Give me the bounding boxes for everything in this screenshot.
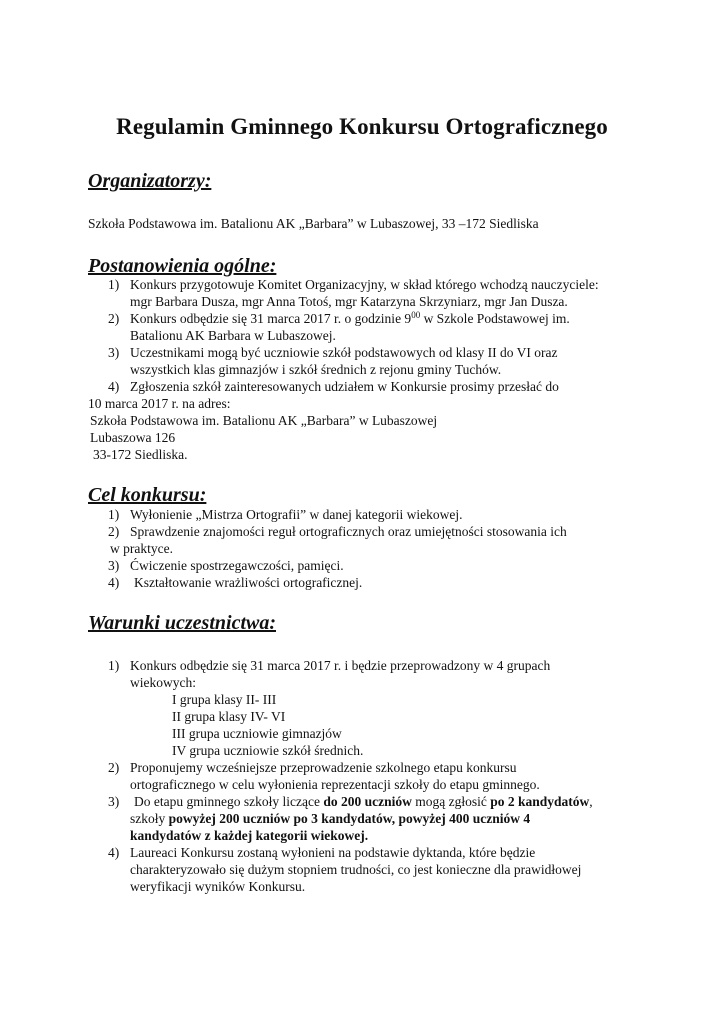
list-item-text: kandydatów z każdej kategorii wiekowej. xyxy=(130,828,369,843)
heading-organizatorzy: Organizatorzy: xyxy=(88,170,212,192)
list-number: 4) xyxy=(108,845,120,860)
list-item-text: Batalionu AK Barbara w Lubaszowej. xyxy=(130,328,336,343)
document-title: Regulamin Gminnego Konkursu Ortograficznego xyxy=(116,114,608,139)
list-item-text: Konkurs odbędzie się 31 marca 2017 r. o godzinie $9^{00}$ w Szkole Podstawowej im. xyxy=(130,310,570,326)
list-number: 2) xyxy=(108,311,120,326)
list-item-text: wszystkich klas gimnazjów i szkół średnich z rejonu gminy Tuchów. xyxy=(130,362,502,377)
list-number: 3) xyxy=(108,345,120,360)
list-item-text: ortograficznego w celu wyłonienia reprezentacji szkoły do etapu gminnego. xyxy=(130,777,540,792)
address-line: Szkoła Podstawowa im. Batalionu AK „Barbara” w Lubaszowej xyxy=(90,413,438,428)
list-number: 4) xyxy=(108,575,120,590)
list-item-text: Ćwiczenie spostrzegawczości, pamięci. xyxy=(130,558,344,573)
list-item-text: Zgłoszenia szkół zainteresowanych udziałem w Konkursie prosimy przesłać do xyxy=(130,379,559,394)
list-item-text: Proponujemy wcześniejsze przeprowadzenie szkolnego etapu konkursu xyxy=(130,760,517,775)
list-number: 3) xyxy=(108,794,120,809)
organizer-address: Szkoła Podstawowa im. Batalionu AK „Barbara” w Lubaszowej, 33 –172 Siedliska xyxy=(88,216,539,231)
heading-cel-konkursu: Cel konkursu: xyxy=(88,484,207,506)
list-item-text: weryfikacji wyników Konkursu. xyxy=(130,879,306,894)
list-item-text: Do etapu gminnego szkoły liczące do 200 uczniów mogą zgłosić po 2 kandydatów, xyxy=(134,794,593,809)
list-item-text: Laureaci Konkursu zostaną wyłonieni na podstawie dyktanda, które będzie xyxy=(130,845,536,860)
address-line: 33-172 Siedliska. xyxy=(93,447,188,462)
age-group: IV grupa uczniowie szkół średnich. xyxy=(172,743,364,758)
list-item-text: Konkurs odbędzie się 31 marca 2017 r. i będzie przeprowadzony w 4 grupach xyxy=(130,658,551,673)
list-number: 3) xyxy=(108,558,120,573)
list-item-text: Konkurs przygotowuje Komitet Organizacyjny, w skład którego wchodzą nauczyciele: xyxy=(130,277,599,292)
heading-postanowienia: Postanowienia ogólne: xyxy=(88,255,277,277)
superscript: 00 xyxy=(411,310,421,320)
list-number: 1) xyxy=(108,507,120,522)
list-item-text: szkoły powyżej 200 uczniów po 3 kandydatów, powyżej 400 uczniów 4 xyxy=(130,811,531,826)
list-number: 4) xyxy=(108,379,120,394)
list-item-text: Uczestnikami mogą być uczniowie szkół podstawowych od klasy II do VI oraz xyxy=(130,345,558,360)
heading-warunki: Warunki uczestnictwa: xyxy=(88,612,276,634)
list-item-text: w praktyce. xyxy=(110,541,173,556)
list-item-text: wiekowych: xyxy=(130,675,196,690)
list-item-text: Sprawdzenie znajomości reguł ortograficznych oraz umiejętności stosowania ich xyxy=(130,524,567,539)
list-item-text: Kształtowanie wrażliwości ortograficznej. xyxy=(134,575,363,590)
age-group: II grupa klasy IV- VI xyxy=(172,709,286,724)
age-group: I grupa klasy II- III xyxy=(172,692,277,707)
address-line: 10 marca 2017 r. na adres: xyxy=(88,396,231,411)
list-item-text: charakteryzowało się dużym stopniem trudności, co jest konieczne dla prawidłowej xyxy=(130,862,582,877)
list-number: 1) xyxy=(108,277,120,292)
list-number: 2) xyxy=(108,760,120,775)
list-number: 2) xyxy=(108,524,120,539)
list-item-text: Wyłonienie „Mistrza Ortografii” w danej kategorii wiekowej. xyxy=(130,507,463,522)
address-line: Lubaszowa 126 xyxy=(90,430,176,445)
list-item-text: mgr Barbara Dusza, mgr Anna Totoś, mgr Katarzyna Skrzyniarz, mgr Jan Dusza. xyxy=(130,294,568,309)
list-number: 1) xyxy=(108,658,120,673)
age-group: III grupa uczniowie gimnazjów xyxy=(172,726,342,741)
